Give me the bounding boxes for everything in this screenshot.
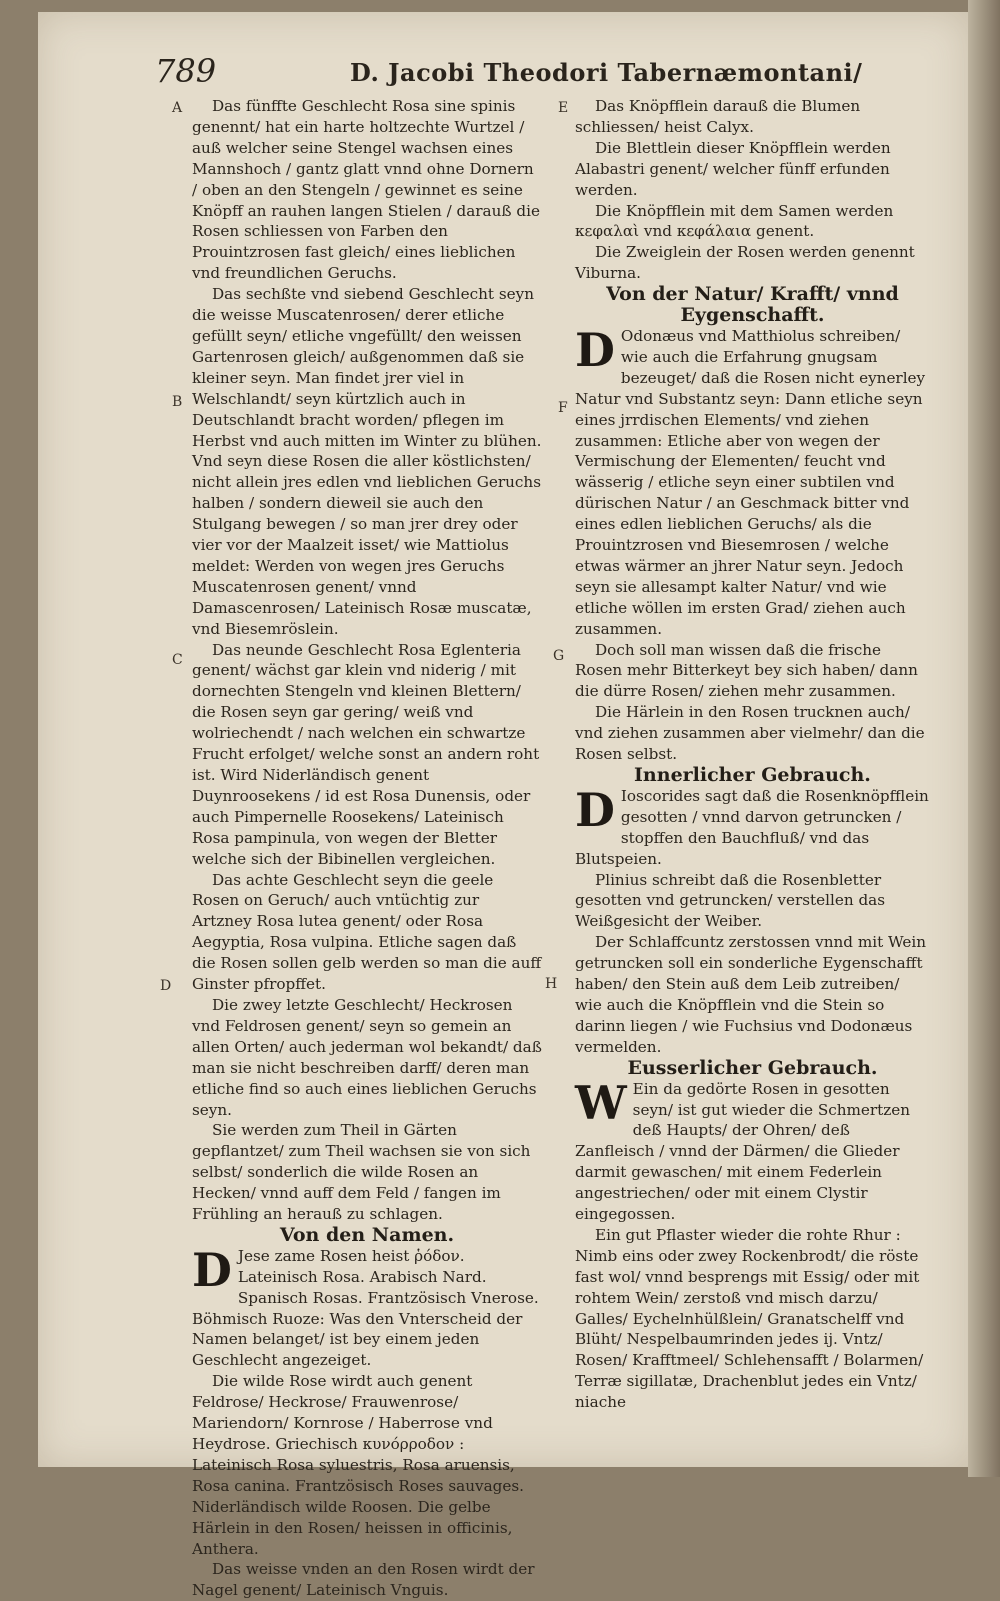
paragraph: Plinius schreibt daß die Rosenbletter gesotten vnd getruncken/ verstellen das Weißgesicht der Weiber. [575,870,886,931]
paragraph: Das weisse vnden an den Rosen wirdt der Nagel genent/ Lateinisch Vnguis. [192,1560,535,1600]
page-edge-shadow [968,0,1000,1477]
drop-cap: D [192,1242,232,1297]
margin-letter-f: F [558,400,568,416]
paragraph: Ioscorides sagt daß die Rosenknöpfflein gesotten / vnnd darvon getruncken / stopffen den Bauchfluß/ vnd das Blutspeien. [575,786,929,868]
margin-letter-b: B [172,394,183,410]
section-heading-nature: Von der Natur/ Krafft/ vnnd Eygenschafft. [606,283,899,327]
margin-letter-d: D [160,978,172,994]
section-heading-internal-use: Innerlicher Gebrauch. [634,764,871,786]
section-heading-external-use: Eusserlicher Gebrauch. [627,1056,878,1079]
drop-cap: W [575,1075,627,1130]
paragraph: Das sechßte vnd siebend Geschlecht seyn die weisse Muscatenrosen/ derer etliche gefüllt seyn/ etliche vngefüllt/ den weissen Gartenrosen gleich/ außgenommen daß sie kleiner seyn. Man findet jrer viel in Welschlandt/ seyn kürtzlich auch in Deutschlandt bracht worden/ pflegen im Herbst vnd auch mitten im Winter zu blühen. Vnd seyn diese Rosen die aller köstlichsten/ nicht allein jres edlen vnd lieblichen Geruchs halben / sondern dieweil sie auch den Stulgang bewegen / so man jrer drey oder vier vor der Maalzeit isset/ wie Mattiolus meldet: Werden von wegen jres Geruchs Muscatenrosen genent/ vnnd Damascenrosen/ Lateinisch Rosæ muscatæ, vnd Biesemröslein. [192,285,542,638]
paragraph: Die Zweiglein der Rosen werden genennt Viburna. [575,243,915,283]
right-column [575,96,930,1413]
paragraph: Die Blettlein dieser Knöpfflein werden Alabastri genent/ welcher fünff erfunden werden. [575,138,891,199]
paragraph: Die Härlein in den Rosen trucknen auch/ vnd ziehen zusammen aber vielmehr/ dan die Rosen selbst. [575,703,925,764]
paragraph: Ein da gedörte Rosen in gesotten seyn/ ist gut wieder die Schmertzen deß Haupts/ der Ohren/ deß Zanfleisch / vnnd der Därmen/ die Glieder darmit gewaschen/ mit einem Federlein angestriechen/ oder mit einem Clystir eingegossen. [575,1079,911,1224]
paragraph: Das fünffte Geschlecht Rosa sine spinis genennt/ hat ein harte holtzechte Wurtzel / auß welcher seine Stengel wachsen eines Mannshoch / gantz glatt vnnd ohne Dornern / oben an den Stengeln / gewinnet es seine Knöpff an rauhen langen Stielen / darauß die Rosen schliessen von Farben den Prouintzrosen fast gleich/ eines lieblichen vnd freundlichen Geruchs. [192,97,540,283]
paragraph: Die zwey letzte Geschlecht/ Heckrosen vnd Feldrosen genent/ seyn so gemein an allen Orten/ auch jederman wol bekandt/ daß man sie nicht beschreiben darff/ deren man etliche find so auch eines lieblichen Geruchs seyn. [192,995,542,1119]
drop-cap: D [575,322,615,377]
margin-letter-h: H [545,976,558,992]
paragraph: Doch soll man wissen daß die frische Rosen mehr Bitterkeyt bey sich haben/ dann die dürre Rosen/ ziehen mehr zusammen. [575,640,918,701]
margin-letter-c: C [172,652,183,668]
paragraph: Die Knöpfflein mit dem Samen werden κεφαλαὶ vnd κεφάλαια genent. [575,201,894,241]
paragraph: Die wilde Rose wirdt auch genent Feldrose/ Heckrose/ Frauwenrose/ Mariendorn/ Kornrose / Haberrose vnd Heydrose. Griechisch κυνόρροδον : Lateinisch Rosa syluestris, Rosa aruensis, Rosa canina. Frantzösisch Roses sauvages. Niderländisch wilde Roosen. Die gelbe Härlein in den Rosen/ heissen in officinis, Anthera. [192,1372,524,1558]
margin-letter-e: E [558,100,569,116]
margin-letter-a: A [172,100,183,116]
paragraph: Sie werden zum Theil in Gärten gepflantzet/ zum Theil wachsen sie von sich selbst/ sonderlich die wilde Rosen an Hecken/ vnnd auff dem Feld / fangen im Frühling an herauß zu schlagen. [192,1121,531,1224]
paragraph: Odonæus vnd Matthiolus schreiben/ wie auch die Erfahrung gnugsam bezeuget/ daß die Rosen nicht eynerley Natur vnd Substantz seyn: Dann etliche seyn eines jrrdischen Elements/ vnd ziehen zusammen: Etliche aber von wegen der Vermischung der Elementen/ feucht vnd wässerig / etliche seyn einer subtilen vnd dürischen Natur / an Geschmack bitter vnd eines edlen lieblichen Geruchs/ als die Prouintzrosen vnd Biesemrosen / welche etwas wärmer an jhrer Natur seyn. Jedoch seyn sie allesampt kalter Natur/ vnd wie etliche wöllen im ersten Grad/ ziehen auch zusammen. [575,326,926,638]
page-number: 789 [155,52,217,90]
paragraph: Das Knöpfflein darauß die Blumen schliessen/ heist Calyx. [575,97,861,136]
drop-cap: D [575,782,615,837]
running-title: D. Jacobi Theodori Tabernæmontani/ [350,58,863,87]
paragraph: Das achte Geschlecht seyn die geele Rosen on Geruch/ auch vntüchtig zur Artzney Rosa lutea genent/ oder Rosa Aegyptia, Rosa vulpina. Etliche sagen daß die Rosen sollen gelb werden so man die auff Ginster pfropffet. [192,870,542,994]
section-heading-names: Von den Namen. [279,1223,455,1246]
paragraph: Der Schlaffcuntz zerstossen vnnd mit Wein getruncken soll ein sonderliche Eygenschafft haben/ den Stein auß dem Leib zutreiben/ wie auch die Knöpfflein vnd die Stein so darinn liegen / wie Fuchsius vnd Dodonæus vermelden. [575,933,927,1056]
page-header [155,52,863,92]
paragraph: Das neunde Geschlecht Rosa Eglenteria genent/ wächst gar klein vnd niderig / mit dornechten Stengeln vnd kleinen Blettern/ die Rosen seyn gar gering/ weiß vnd wolriechendt / nach welchen ein schwartze Frucht erfolget/ welche sonst an andern roht ist. Wird Niderländisch genent Duynroosekens / id est Rosa Dunensis, oder auch Pimpernelle Roosekens/ Lateinisch Rosa pampinula, von wegen der Bletter welche sich der Bibinellen vergleichen. [192,640,540,868]
paragraph: Ein gut Pflaster wieder die rohte Rhur : Nimb eins oder zwey Rockenbrodt/ die röste fast wol/ vnnd besprengs mit Essig/ oder mit rohtem Wein/ zerstoß vnd misch darzu/ Galles/ Eychelnhülßlein/ Granatschelff vnd Blüht/ Nespelbaumrinden jedes ij. Vntz/ Rosen/ Krafftmeel/ Schlehensafft / Bolarmen/ Terræ sigillatæ, Drachenblut jedes ein Vntz/ niache [575,1225,924,1412]
margin-letter-g: G [553,648,565,664]
left-column [192,96,542,1601]
paragraph: Jese zame Rosen heist ῥόδον. Lateinisch Rosa. Arabisch Nard. Spanisch Rosas. Frantzösisch Vnerose. Böhmisch Ruoze: Was den Vnterscheid der Namen belanget/ ist bey einem jeden Geschlecht angezeiget. [192,1246,539,1370]
